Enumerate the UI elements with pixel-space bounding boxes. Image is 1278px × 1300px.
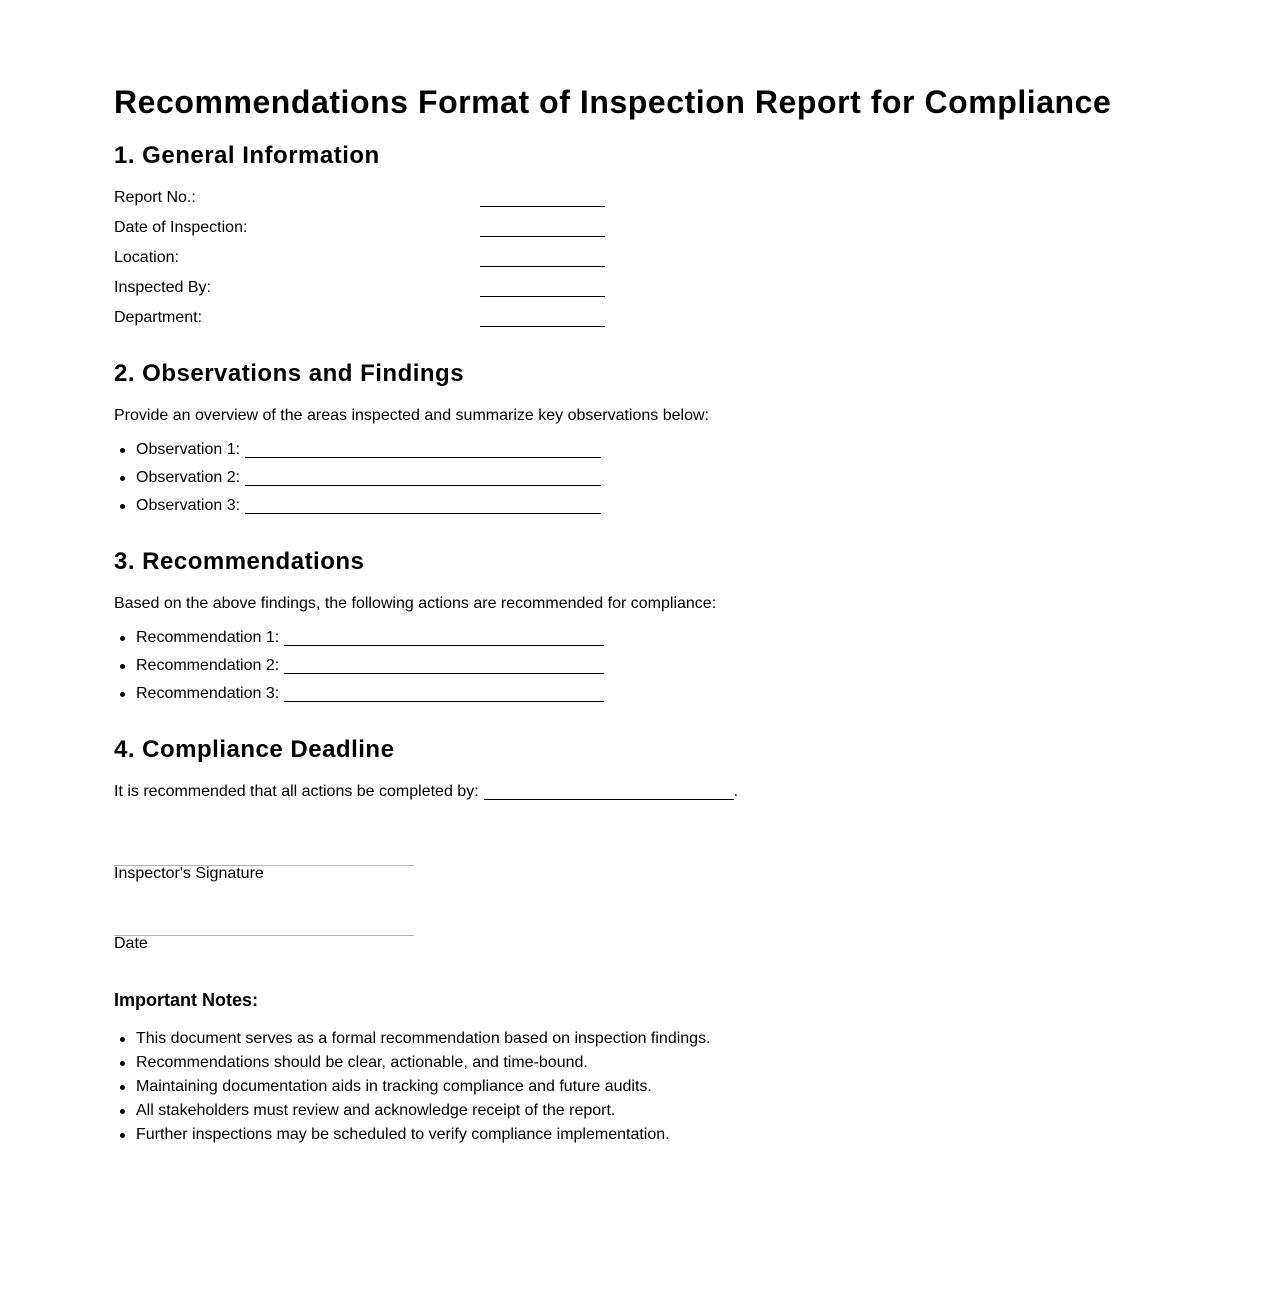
list-item	[114, 628, 604, 648]
important-notes-list	[114, 1029, 711, 1145]
observation-blank-line[interactable]	[245, 513, 601, 514]
section-observations-heading: 2. Observations and Findings	[114, 360, 465, 387]
deadline-blank-line[interactable]	[484, 799, 734, 800]
field-location	[114, 248, 614, 270]
document-title: Recommendations Format of Inspection Report for Compliance	[114, 84, 1112, 120]
inspector-signature-label: Inspector's Signature	[114, 865, 264, 882]
list-item: This document serves as a formal recommendation based on inspection findings.	[114, 1029, 711, 1049]
field-blank-line[interactable]	[480, 206, 605, 207]
observation-blank-line[interactable]	[245, 457, 601, 458]
section-compliance-deadline-heading: 4. Compliance Deadline	[114, 736, 395, 763]
observations-intro: Provide an overview of the areas inspected and summarize key observations below:	[114, 407, 709, 424]
section-recommendations-heading: 3. Recommendations	[114, 548, 365, 575]
recommendations-intro: Based on the above findings, the following actions are recommended for compliance:	[114, 595, 717, 612]
field-blank-line[interactable]	[480, 236, 605, 237]
date-signature-label: Date	[114, 935, 148, 952]
field-label: Department:	[114, 309, 203, 326]
recommendation-label: Recommendation 1:	[136, 629, 280, 646]
compliance-deadline-suffix: .	[733, 783, 739, 800]
observation-blank-line[interactable]	[245, 485, 601, 486]
list-item: All stakeholders must review and acknowledge receipt of the report.	[114, 1101, 711, 1121]
field-date-of-inspection	[114, 218, 614, 240]
field-label: Report No.:	[114, 189, 196, 206]
important-notes-heading: Important Notes:	[114, 990, 258, 1010]
field-blank-line[interactable]	[480, 266, 605, 267]
compliance-deadline-label: It is recommended that all actions be completed by:	[114, 783, 479, 800]
list-item: Recommendations should be clear, actionable, and time-bound.	[114, 1053, 711, 1073]
list-item	[114, 440, 601, 460]
recommendation-blank-line[interactable]	[284, 701, 604, 702]
field-label: Location:	[114, 249, 179, 266]
list-item	[114, 684, 604, 704]
compliance-deadline-text	[114, 782, 738, 802]
field-inspected-by	[114, 278, 614, 300]
list-item	[114, 656, 604, 676]
date-signature-line[interactable]	[114, 935, 414, 936]
section-general-information-heading: 1. General Information	[114, 142, 380, 169]
recommendation-blank-line[interactable]	[284, 673, 604, 674]
observation-label: Observation 3:	[136, 497, 241, 514]
list-item: Maintaining documentation aids in tracking compliance and future audits.	[114, 1077, 711, 1097]
field-blank-line[interactable]	[480, 326, 605, 327]
list-item: Further inspections may be scheduled to verify compliance implementation.	[114, 1125, 711, 1145]
field-blank-line[interactable]	[480, 296, 605, 297]
list-item	[114, 468, 601, 488]
field-label: Date of Inspection:	[114, 219, 248, 236]
recommendation-label: Recommendation 2:	[136, 657, 280, 674]
recommendation-blank-line[interactable]	[284, 645, 604, 646]
field-label: Inspected By:	[114, 279, 211, 296]
observation-label: Observation 1:	[136, 441, 241, 458]
list-item	[114, 496, 601, 516]
observation-label: Observation 2:	[136, 469, 241, 486]
observations-list	[114, 440, 601, 516]
recommendation-label: Recommendation 3:	[136, 685, 280, 702]
recommendations-list	[114, 628, 604, 704]
field-report-no	[114, 188, 614, 210]
field-department	[114, 308, 614, 330]
